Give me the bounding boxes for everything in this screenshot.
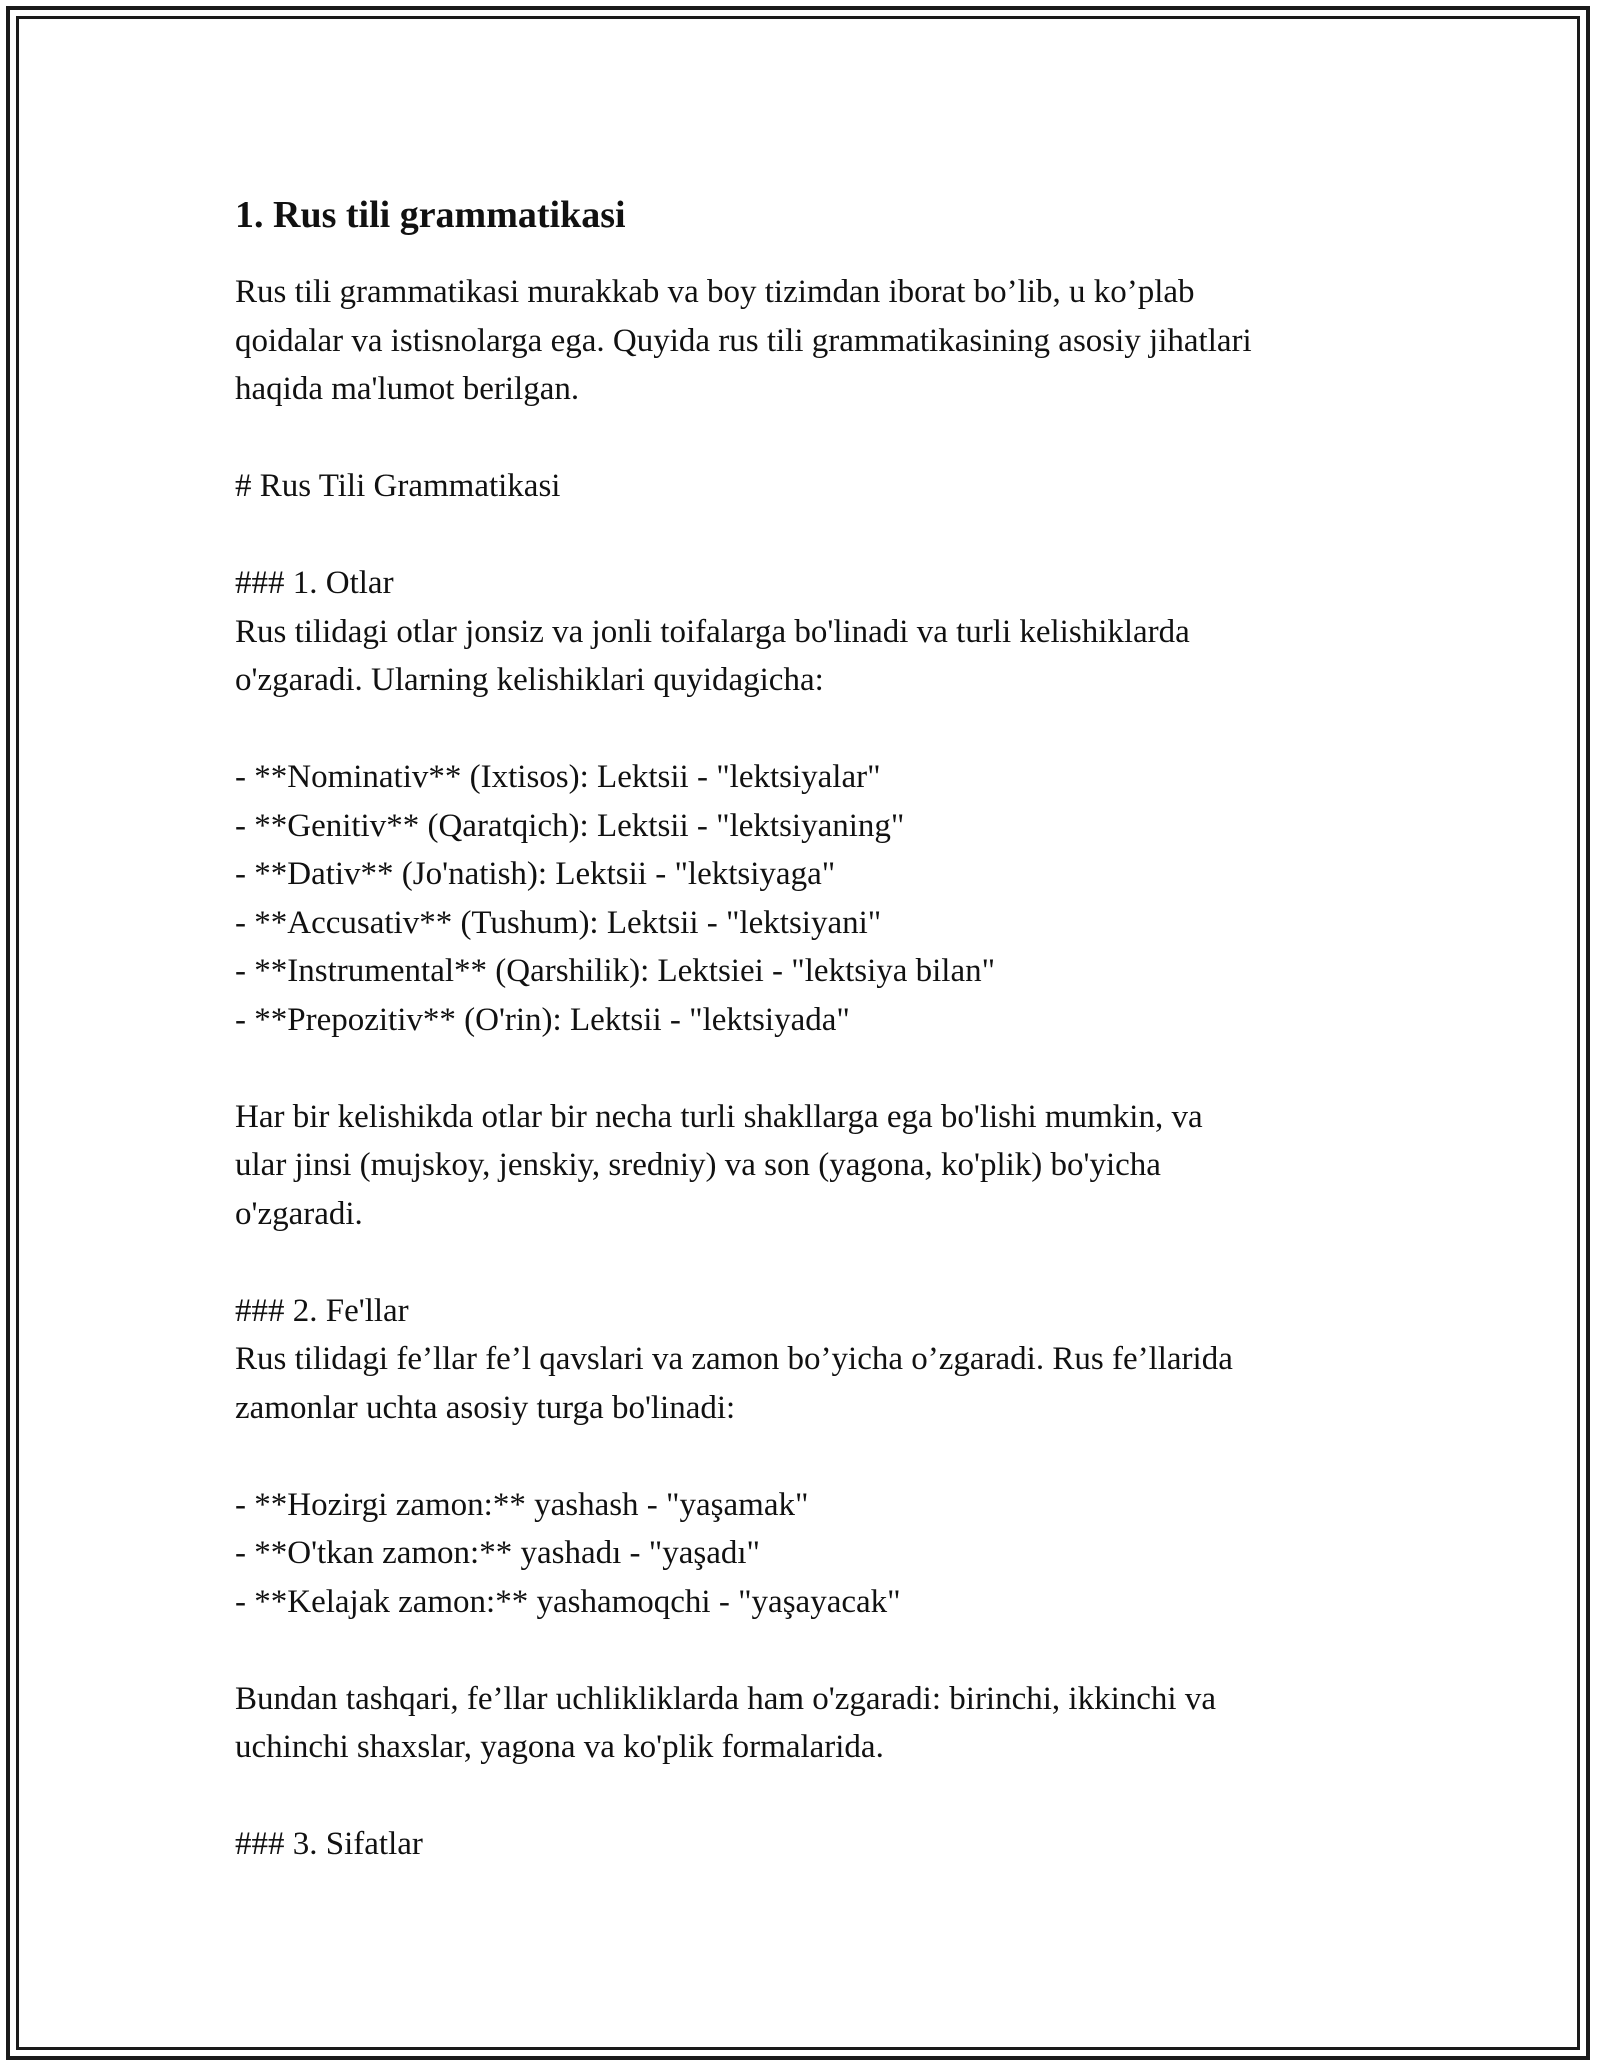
intro-line: qoidalar va istisnolarga ega. Quyida rus tili grammatikasining asosiy jihatlari <box>235 322 1252 359</box>
fellar-tense-list <box>235 1481 1375 1627</box>
list-item: - **O'tkan zamon:** yashadı - "yaşadı" <box>235 1535 761 1571</box>
paragraph-line: Bundan tashqari, fe’llar uchlikliklarda ham o'zgaradi: birinchi, ikkinchi va <box>235 1680 1216 1717</box>
list-item: - **Dativ** (Jo'natish): Lektsii - "lektsiyaga" <box>235 856 836 892</box>
section-heading-fellar: ### 2. Fe'llar <box>235 1292 409 1329</box>
otlar-outro-paragraph <box>235 1093 1375 1239</box>
markdown-h1: # Rus Tili Grammatikasi <box>235 468 561 504</box>
section-heading-sifatlar: ### 3. Sifatlar <box>235 1826 423 1862</box>
section-heading-otlar: ### 1. Otlar <box>235 565 394 601</box>
list-item: - **Instrumental** (Qarshilik): Lektsiei - "lektsiya bilan" <box>235 953 996 989</box>
list-item: - **Nominativ** (Ixtisos): Lektsii - "lektsiyalar" <box>235 759 881 795</box>
paragraph-line: zamonlar uchta asosiy turga bo'linadi: <box>235 1389 736 1426</box>
list-item: - **Hozirgi zamon:** yashash - "yaşamak" <box>235 1486 809 1523</box>
intro-paragraph <box>235 268 1375 414</box>
document-body <box>235 186 1375 1869</box>
paragraph-line: Rus tilidagi otlar jonsiz va jonli toifalarga bo'linadi va turli kelishiklarda <box>235 613 1190 650</box>
list-item: - **Accusativ** (Tushum): Lektsii - "lektsiyani" <box>235 904 882 941</box>
paragraph-line: uchinchi shaxslar, yagona va ko'plik formalarida. <box>235 1729 884 1765</box>
list-item: - **Genitiv** (Qaratqich): Lektsii - "lektsiyaning" <box>235 807 905 844</box>
fellar-outro-paragraph <box>235 1675 1375 1772</box>
paragraph-line: o'zgaradi. Ularning kelishiklari quyidagicha: <box>235 662 824 698</box>
list-item: - **Kelajak zamon:** yashamoqchi - "yaşayacak" <box>235 1583 901 1620</box>
paragraph-line: Har bir kelishikda otlar bir necha turli shakllarga ega bo'lishi mumkin, va <box>235 1098 1203 1135</box>
otlar-intro-paragraph <box>235 608 1375 705</box>
otlar-case-list <box>235 753 1375 1044</box>
paragraph-line: Rus tilidagi fe’llar fe’l qavslari va zamon bo’yicha o’zgaradi. Rus fe’llarida <box>235 1341 1233 1377</box>
paragraph-line: ular jinsi (mujskoy, jenskiy, sredniy) va son (yagona, ko'plik) bo'yicha <box>235 1147 1161 1183</box>
intro-line: haqida ma'lumot berilgan. <box>235 371 580 407</box>
paragraph-line: o'zgaradi. <box>235 1195 363 1232</box>
intro-line: Rus tili grammatikasi murakkab va boy tizimdan iborat bo’lib, u ko’plab <box>235 274 1195 310</box>
fellar-intro-paragraph <box>235 1335 1375 1432</box>
document-title: 1. Rus tili grammatikasi <box>235 194 626 236</box>
list-item: - **Prepozitiv** (O'rin): Lektsii - "lektsiyada" <box>235 1001 850 1038</box>
